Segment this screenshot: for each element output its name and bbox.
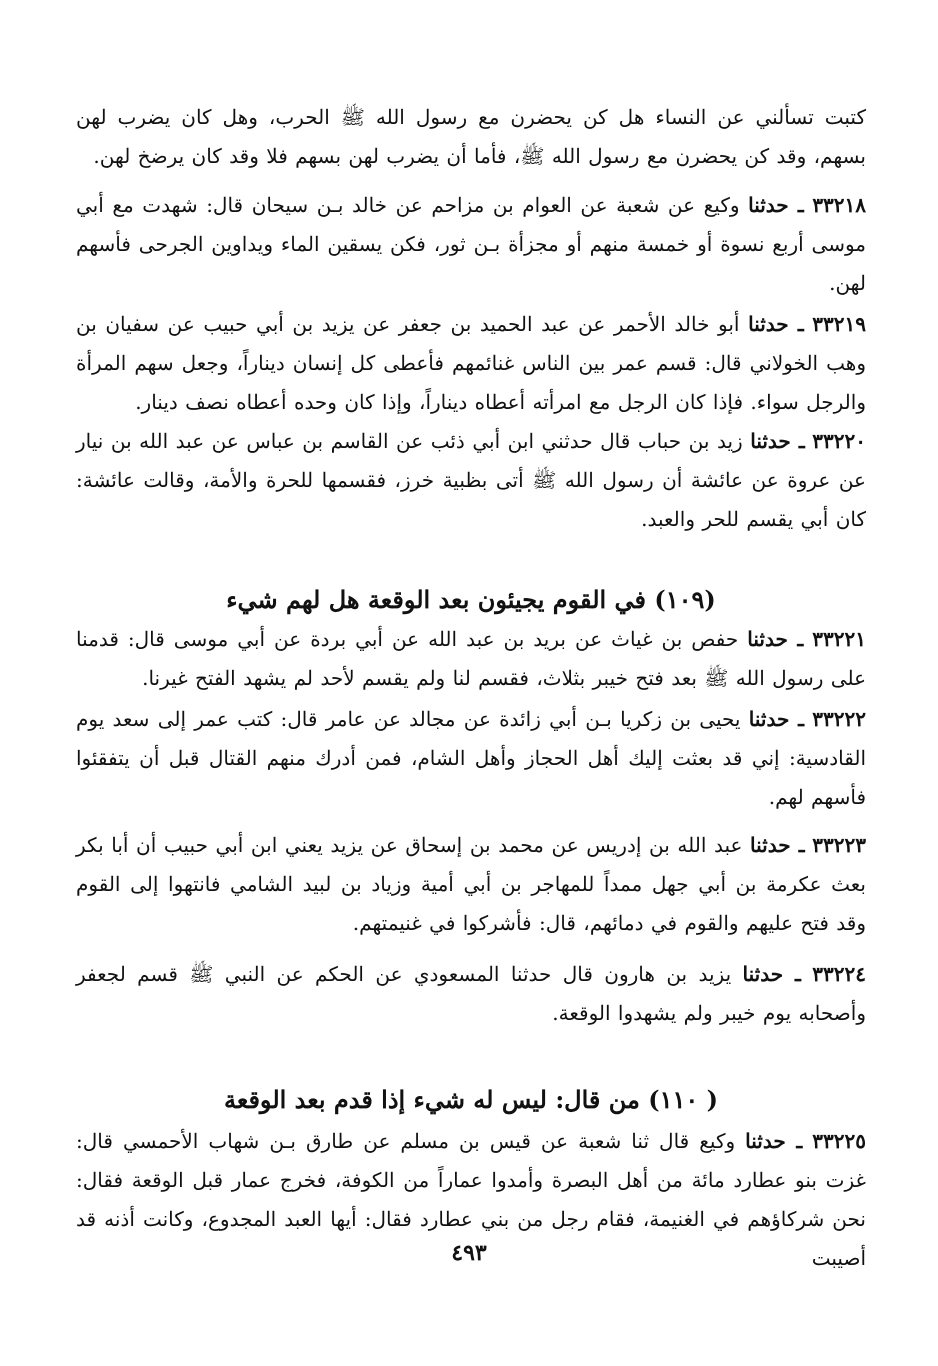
hadith-number: ٣٣٢٢٥	[812, 1129, 866, 1153]
hadith-number: ٣٣٢٢٠	[812, 429, 866, 453]
hadith-paragraph	[76, 186, 866, 303]
hadith-text: عبد الله بن إدريس عن محمد بن إسحاق عن يزيد يعني ابن أبي حبيب أن أبا بكر بعث عكرمة بن أبي جهل ممداً للمهاجر بن أبي أمية وزياد بن لبيد الشامي فانتهوا إلى القوم وقد فتح عليهم والقوم في دمائهم، قال: فأشركوا في غنيمتهم.	[76, 833, 866, 935]
intro-text: كتبت تسألني عن النساء هل كن يحضرن مع رسول الله ﷺ الحرب، وهل كان يضرب لهن بسهم، وقد كن يحضرن مع رسول الله ﷺ، فأما أن يضرب لهن بسهم فلا وقد كان يرضخ لهن.	[76, 105, 866, 168]
hadith-text: يحيى بن زكريا بـن أبي زائدة عن مجالد عن عامر قال: كتب عمر إلى سعد يوم القادسية: إني قد بعثت إليك أهل الحجاز وأهل الشام، فمن أدرك منهم القتال قبل أن يتفقئوا فأسهم لهم.	[76, 707, 866, 809]
hadith-paragraph	[76, 826, 866, 943]
hadith-lead: ـ حدثنا	[745, 1129, 803, 1153]
section-heading: (١٠٩) في القوم يجيئون بعد الوقعة هل لهم شيء	[226, 585, 716, 614]
hadith-lead: ـ حدثنا	[750, 833, 805, 857]
hadith-lead: ـ حدثنا	[750, 429, 805, 453]
hadith-number: ٣٣٢٢٣	[812, 833, 866, 857]
page-number: ٤٩٣	[451, 1240, 487, 1266]
hadith-paragraph	[76, 620, 866, 698]
section-heading: ( ١١٠) من قال: ليس له شيء إذا قدم بعد الوقعة	[224, 1085, 718, 1114]
hadith-paragraph	[76, 305, 866, 422]
hadith-lead: ـ حدثنا	[748, 707, 805, 731]
hadith-lead: ـ حدثنا	[747, 627, 804, 651]
hadith-text: أبو خالد الأحمر عن عبد الحميد بن جعفر عن يزيد بن أبي حبيب عن سفيان بن وهب الخولاني قال: قسم عمر بين الناس غنائمهم فأعطى كل إنسان ديناراً، وجعل سهم المرأة والرجل سواء. فإذا كان الرجل مع امرأته أعطاه ديناراً، وإذا كان وحده أعطاه نصف دينار.	[76, 312, 866, 414]
hadith-number: ٣٣٢١٨	[812, 193, 867, 217]
hadith-paragraph	[76, 700, 866, 817]
hadith-lead: ـ حدثنا	[748, 312, 804, 336]
hadith-text: وكيع قال ثنا شعبة عن قيس بن مسلم عن طارق بـن شهاب الأحمسي قال: غزت بنو عطارد مائة من أهل البصرة وأمدوا عماراً من الكوفة، فخرج عمار قبل الوقعة فقال: نحن شركاؤهم في الغنيمة، فقام رجل من بني عطارد فقال: أيها العبد المجدوع، وكانت أذنه قد أصيبت	[76, 1129, 866, 1270]
intro-paragraph	[76, 98, 866, 176]
hadith-text: وكيع عن شعبة عن العوام بن مزاحم عن خالد بـن سيحان قال: شهدت مع أبي موسى أربع نسوة أو خمسة منهم أو مجزأة بـن ثور، فكن يسقين الماء ويداوين الجرحى فأسهم لهن.	[76, 193, 866, 295]
hadith-paragraph	[76, 955, 866, 1033]
hadith-lead: ـ حدثنا	[748, 193, 804, 217]
hadith-text: يزيد بن هارون قال حدثنا المسعودي عن الحكم عن النبي ﷺ قسم لجعفر وأصحابه يوم خيبر ولم يشهدوا الوقعة.	[76, 962, 866, 1025]
hadith-number: ٣٣٢٢٢	[812, 707, 867, 731]
hadith-lead: ـ حدثنا	[742, 962, 801, 986]
hadith-number: ٣٣٢١٩	[812, 312, 867, 336]
hadith-text: زيد بن حباب قال حدثني ابن أبي ذئب عن القاسم بن عباس عن عبد الله بن نيار عن عروة عن عائشة أن رسول الله ﷺ أتى بظبية خرز، فقسمها للحرة والأمة، وقالت عائشة: كان أبي يقسم للحر والعبد.	[76, 429, 866, 531]
hadith-text: حفص بن غياث عن بريد بن عبد الله عن أبي بردة عن أبي موسى قال: قدمنا على رسول الله ﷺ بعد فتح خيبر بثلاث، فقسم لنا ولم يقسم لأحد لم يشهد الفتح غيرنا.	[76, 627, 866, 690]
hadith-paragraph	[76, 422, 866, 539]
hadith-number: ٣٣٢٢٤	[812, 962, 867, 986]
hadith-number: ٣٣٢٢١	[812, 627, 867, 651]
